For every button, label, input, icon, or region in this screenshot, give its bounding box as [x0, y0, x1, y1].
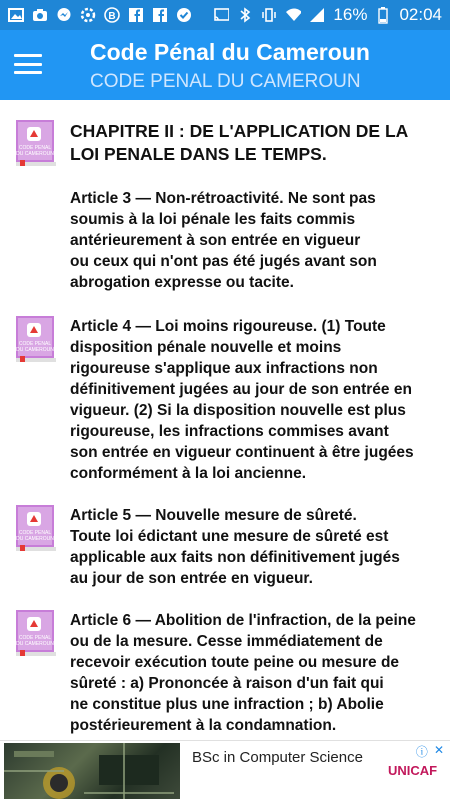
code-book-icon	[16, 316, 56, 362]
article-line: antérieurement à son entrée en vigueur	[70, 232, 361, 249]
ad-headline[interactable]: BSc in Computer Science	[192, 749, 363, 766]
book-label-line2: DU CAMEROUN	[16, 347, 54, 353]
article-line: vigueur. (2) Si la disposition nouvelle est plus	[70, 402, 406, 419]
article-line: Article 6 — Abolition de l'infraction, de la peine	[70, 612, 416, 629]
wifi-icon	[285, 7, 301, 23]
vibrate-icon	[261, 7, 277, 23]
code-book-icon	[16, 505, 56, 551]
article-line: sûreté : a) Prononcée à raison d'un fait qui	[70, 675, 384, 692]
article-line: définitivement jugées au jour de son entrée en	[70, 381, 412, 398]
facebook-icon	[152, 7, 168, 23]
article-text	[70, 505, 440, 589]
bootstrap-icon	[104, 7, 120, 23]
facebook-icon	[128, 7, 144, 23]
article-line: applicable aux faits non définitivement jugés	[70, 549, 400, 566]
code-book-icon	[16, 120, 56, 166]
article-line: son entrée en vigueur continuent à être jugées	[70, 444, 414, 461]
ad-brand-logo: UNICAF	[388, 763, 438, 778]
article-line: Article 3 — Non-rétroactivité. Ne sont pas	[70, 190, 376, 207]
check-icon	[176, 7, 192, 23]
article-text	[70, 316, 440, 484]
svg-text:B: B	[108, 11, 116, 22]
book-label-line2: DU CAMEROUN	[16, 536, 54, 542]
article-line: postérieurement à la condamnation.	[70, 717, 337, 734]
messenger-icon	[56, 7, 72, 23]
settings-icon	[80, 7, 96, 23]
article-line: recevoir exécution toute peine ou mesure de	[70, 654, 400, 671]
article-line: soumis à la loi pénale les faits commis	[70, 211, 356, 228]
article-line: ou ceux qui n'ont pas été jugés avant son	[70, 253, 377, 270]
article-line: ou de la mesure. Cesse immédiatement de	[70, 633, 383, 650]
article-line: abrogation expresse ou tacite.	[70, 274, 294, 291]
app-subtitle: CODE PENAL DU CAMEROUN	[90, 71, 361, 92]
hamburger-menu-icon[interactable]	[14, 51, 42, 77]
article-line: Toute loi édictant une mesure de sûreté est	[70, 528, 389, 545]
app-title: Code Pénal du Cameroun	[90, 39, 370, 65]
ad-close-icon[interactable]: ✕	[433, 743, 444, 757]
article-line: disposition pénale nouvelle et moins	[70, 339, 342, 356]
photo-icon	[8, 7, 24, 23]
cast-icon	[213, 7, 229, 23]
article-text	[70, 610, 440, 736]
bluetooth-icon	[237, 7, 253, 23]
ad-banner[interactable]	[0, 740, 450, 800]
camera-icon	[32, 7, 48, 23]
clock: 02:04	[399, 5, 442, 24]
article-line: Article 4 — Loi moins rigoureuse. (1) Toute	[70, 318, 386, 335]
article-line: Article 5 — Nouvelle mesure de sûreté.	[70, 507, 357, 524]
chapter-heading: CHAPITRE II : DE L'APPLICATION DE LA LOI PENALE DANS LE TEMPS.	[70, 121, 408, 164]
ad-image[interactable]	[4, 743, 180, 799]
battery-icon	[375, 7, 391, 23]
book-label-line2: DU CAMEROUN	[16, 641, 54, 647]
app-bar	[0, 30, 450, 100]
article-line: rigoureuse, les infractions commises avant	[70, 423, 389, 440]
article-text	[70, 188, 440, 293]
book-label-line1: CODE PENAL	[18, 341, 52, 347]
battery-percent: 16%	[333, 5, 368, 24]
article-line: conformément à la loi ancienne.	[70, 465, 307, 482]
article-list[interactable]	[0, 100, 450, 740]
code-book-icon	[16, 610, 56, 656]
signal-icon	[309, 7, 325, 23]
ad-info-icon[interactable]: ⓘ	[415, 745, 428, 759]
article-line: rigoureuse s'applique aux infractions non	[70, 360, 378, 377]
article-line: ne constitue plus une infraction ; b) Abolie	[70, 696, 384, 713]
article-line: au jour de son entrée en vigueur.	[70, 570, 313, 587]
status-bar	[0, 0, 450, 30]
book-label-line1: CODE PENAL	[18, 635, 52, 641]
book-label-line2: DU CAMEROUN	[16, 151, 54, 157]
book-label-line1: CODE PENAL	[18, 530, 52, 536]
book-label-line1: CODE PENAL	[18, 145, 52, 151]
